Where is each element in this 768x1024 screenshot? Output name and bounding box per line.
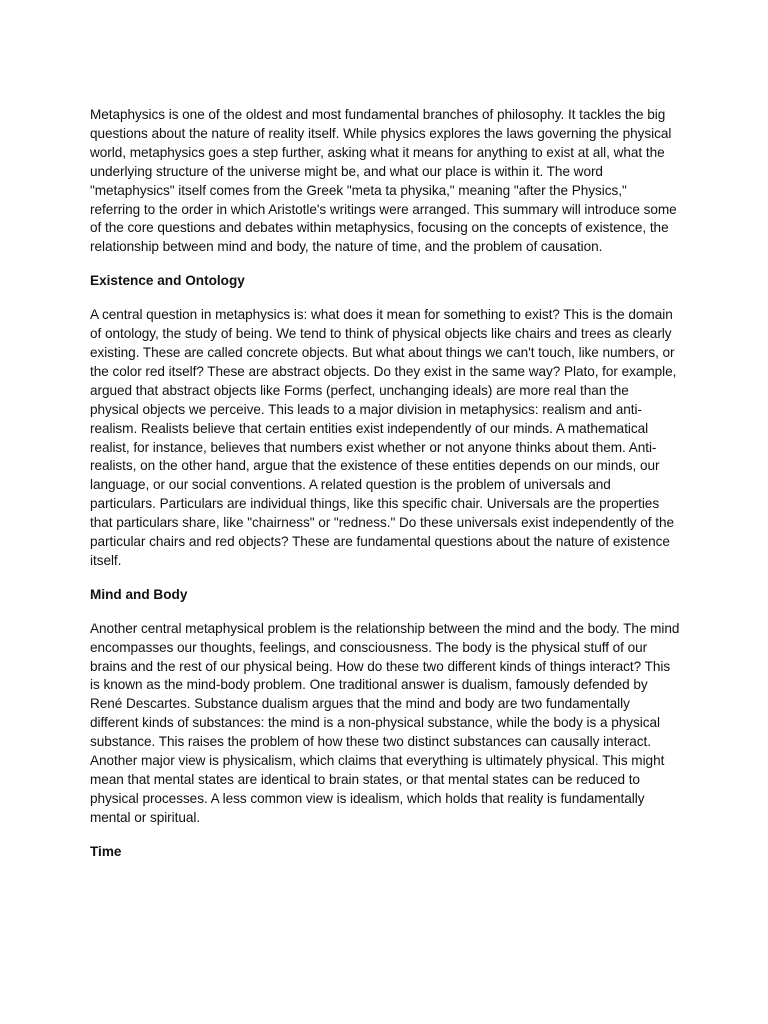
section-heading-mind-body: Mind and Body xyxy=(90,586,188,602)
section-body-existence: A central question in metaphysics is: what does it mean for something to exist? This is the domain of ontology, the study of being. We tend to think of physical objects like chairs and trees as clearly existing. These are called concrete objects. But what about things we can't touch, like numbers, or the color red itself? These are abstract objects. Do they exist in the same way? Plato, for example, argued that abstract objects like Forms (perfect, unchanging ideals) are more real than the physical objects we perceive. This leads to a major division in metaphysics: realism and anti-realism. Realists believe that certain entities exist independently of our minds. A mathematical realist, for instance, believes that numbers exist whether or not anyone thinks about them. Anti-realists, on the other hand, argue that the existence of these entities depends on our minds, our language, or our social conventions. A related question is the problem of universals and particulars. Particulars are individual things, like this specific chair. Universals are the properties that particulars share, like "chairness" or "redness." Do these universals exist independently of the particular chairs and red objects? These are fundamental questions about the nature of existence itself. xyxy=(90,307,677,568)
section-heading-existence: Existence and Ontology xyxy=(90,273,245,289)
section-heading-time: Time xyxy=(90,843,122,859)
intro-paragraph: Metaphysics is one of the oldest and most fundamental branches of philosophy. It tackles the big questions about the nature of reality itself. While physics explores the laws governing the physical world, metaphysics goes a step further, asking what it means for anything to exist at all, what the underlying structure of the universe might be, and what our place is within it. The word "metaphysics" itself comes from the Greek "meta ta physika," meaning "after the Physics," referring to the order in which Aristotle's writings were arranged. This summary will introduce some of the core questions and debates within metaphysics, focusing on the concepts of existence, the relationship between mind and body, the nature of time, and the problem of causation. xyxy=(90,107,677,255)
section-body-mind-body: Another central metaphysical problem is the relationship between the mind and the body. The mind encompasses our thoughts, feelings, and consciousness. The body is the physical stuff of our brains and the rest of our physical being. How do these two different kinds of things interact? This is known as the mind-body problem. One traditional answer is dualism, famously defended by René Descartes. Substance dualism argues that the mind and body are two fundamentally different kinds of substances: the mind is a non-physical substance, while the body is a physical substance. This raises the problem of how these two distinct substances can causally interact. Another major view is physicalism, which claims that everything is ultimately physical. This might mean that mental states are identical to brain states, or that mental states can be reduced to physical processes. A less common view is idealism, which holds that reality is fundamentally mental or spiritual. xyxy=(90,620,680,825)
document-content xyxy=(90,106,680,862)
